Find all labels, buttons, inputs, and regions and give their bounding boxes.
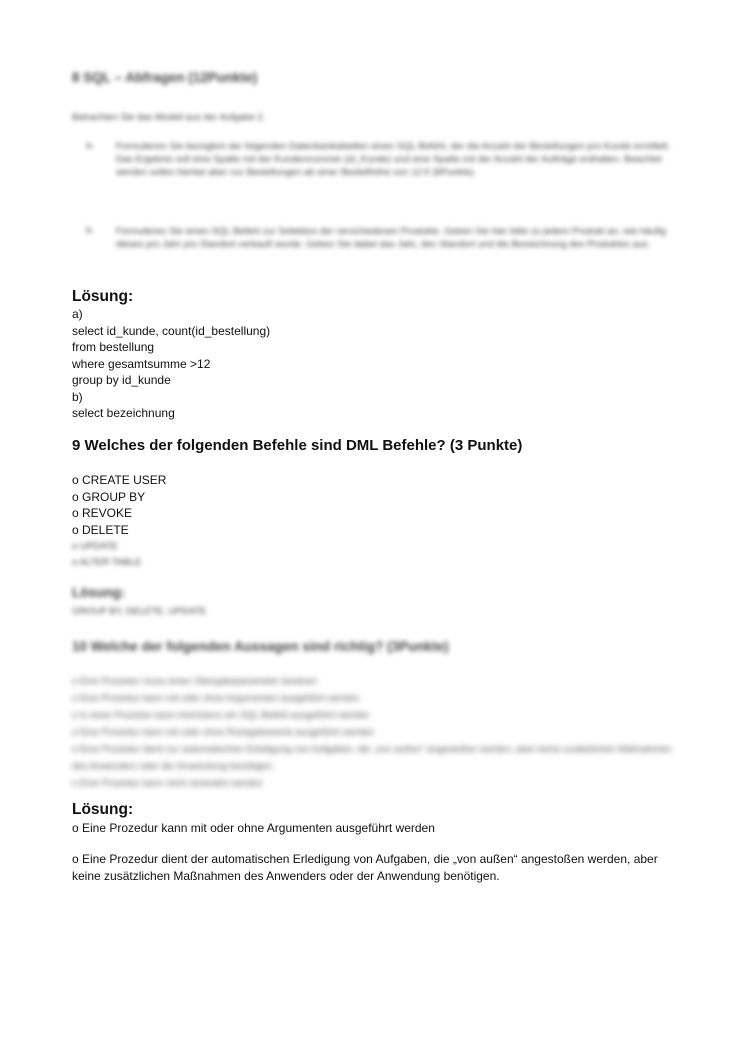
section-9-options-blurred (72, 539, 141, 571)
statement: o Eine Prozedur kann nicht verändert werden (72, 778, 263, 789)
option-group-by: o GROUP BY (72, 489, 146, 504)
section-8-heading: 8 SQL – Abfragen (12Punkte) (72, 70, 258, 85)
solution-line: group by id_kunde (72, 373, 171, 387)
item-b-marker: b. (86, 225, 94, 236)
section-9-solution: GROUP BY, DELETE, UPDATE (72, 606, 207, 617)
solution-line: a) (72, 307, 83, 321)
section-10-solution-label: Lösung: (72, 801, 134, 818)
option-update: o UPDATE (72, 541, 118, 552)
statement: o Eine Prozedur kann mit oder ohne Argumenten ausgeführt werden (72, 693, 360, 704)
section-9-options (72, 472, 166, 538)
section-8-intro: Betrachten Sie das Modell aus der Aufgabe 2. (72, 112, 266, 123)
item-b-text: Formulieren Sie einen SQL Befehl zur Selektion der verschiedenen Produkte. Geben Sie hier bitte zu jedem Produkt an, wie häufig dieses pro Jahr pro Standort verkauft wurde. Geben Sie dabei das Jahr, den Standort und die Bezeichnung des Produktes aus. (116, 226, 666, 250)
section-8-solution (72, 306, 270, 422)
item-a-text: Formulieren Sie bezüglich der folgenden Datenbanktabellen einen SQL Befehl, der die Anzahl der Bestellungen pro Kunde ermittelt. Das Ergebnis soll eine Spalte mit der Kundennummer (id_Kunde) und eine Spalte mit der Anzahl der Aufträge enthalten. Beachtet werden sollen hierbei aber nur Bestellungen ab einer Bestellhöhe von 12 € (6Punkte). (116, 141, 671, 178)
option-create-user: o CREATE USER (72, 473, 167, 487)
section-9-heading: 9 Welches der folgenden Befehle sind DML Befehle? (3 Punkte) (72, 437, 523, 454)
solution-line: from bestellung (72, 340, 155, 354)
solution-line: select bezeichnung (72, 406, 175, 420)
section-10-answer-2: o Eine Prozedur dient der automatischen Erledigung von Aufgaben, die „von außen“ angestoßen werden, aber keine zusätzlichen Maßnahmen des Anwenders oder der Anwendung benötigen. (72, 852, 658, 883)
option-revoke: o REVOKE (72, 506, 133, 520)
option-delete: o DELETE (72, 522, 129, 537)
solution-line: select id_kunde, count(id_bestellung) (72, 323, 271, 338)
section-10-heading: 10 Welche der folgenden Aussagen sind richtig? (3Punkte) (72, 639, 449, 654)
solution-line: where gesamtsumme >12 (72, 356, 211, 371)
item-a-marker: a. (86, 140, 94, 151)
section-10-answer-1: o Eine Prozedur kann mit oder ohne Argumenten ausgeführt werden (72, 821, 435, 835)
statement: o Eine Prozedur kann mit oder ohne Rückgabewerte ausgeführt werden (72, 727, 375, 738)
statement: o Eine Prozedur muss einen Übergabeparameter besitzen (72, 676, 318, 687)
option-alter-table: o ALTER TABLE (72, 557, 142, 568)
section-9-solution-label: Lösung: (72, 585, 126, 600)
statement: o Eine Prozedur dient zur automatischen Erledigung von Aufgaben, die „von außen“ angestoßen werden, aber keine zusätzlichen Maßnahmen des Anwenders oder der Anwendung benötigen. (72, 744, 672, 772)
section-8-solution-label: Lösung: (72, 288, 134, 305)
solution-line: b) (72, 389, 83, 404)
section-10-options (72, 673, 672, 792)
statement: o In einer Prozedur kann höchstens ein SQL Befehl ausgeführt werden (72, 710, 370, 721)
